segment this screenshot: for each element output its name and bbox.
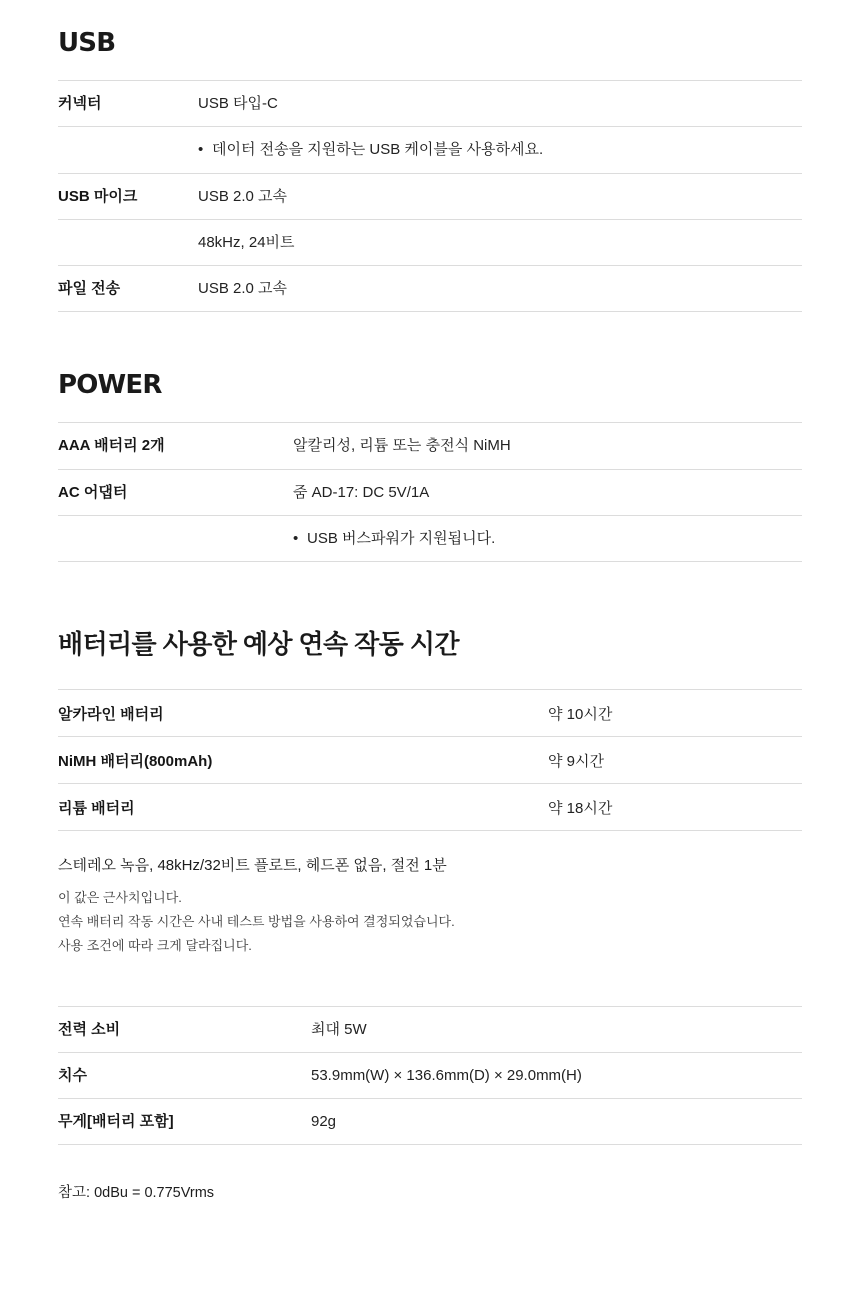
section-title-battery-runtime: 배터리를 사용한 예상 연속 작동 시간 [58,629,459,659]
table-row [58,219,802,265]
table-row [58,737,802,784]
section-title-power: POWER [58,370,162,401]
table-row [58,423,802,469]
row-value: 53.9mm(W) × 136.6mm(D) × 29.0mm(H) [311,1066,582,1084]
row-value: 최대 5W [311,1020,367,1038]
battery-runtime-table [58,689,802,831]
footnote-text: 참고: 0dBu = 0.775Vrms [58,1185,215,1202]
table-row [58,173,802,219]
power-spec-table [58,422,802,562]
row-value: USB 2.0 고속 [198,280,288,297]
row-label: 파일 전송 [58,280,121,297]
row-value: 줌 AD-17: DC 5V/1A [293,483,430,501]
row-value-text: 데이터 전송을 지원하는 USB 케이블을 사용하세요. [212,141,544,159]
runtime-note-2: 연속 배터리 작동 시간은 사내 테스트 방법을 사용하여 결정되었습니다. [58,913,455,929]
row-value-text: USB 버스파워가 지원됩니다. [307,529,496,547]
usb-spec-table [58,80,802,312]
section-title-usb: USB [58,28,116,58]
row-label: 무게[배터리 포함] [58,1113,174,1131]
table-row [58,266,802,312]
row-label: AAA 배터리 2개 [58,437,165,455]
row-value [198,127,802,173]
row-label: 알카라인 배터리 [58,706,164,723]
row-label: 전력 소비 [58,1020,121,1038]
row-value: 알칼리성, 리튬 또는 충전식 NiMH [293,437,511,455]
row-label [58,515,293,561]
runtime-note-1: 이 값은 근사치입니다. [58,889,182,905]
bullet-marker [198,140,212,160]
runtime-note-3: 사용 조건에 따라 크게 달라집니다. [58,937,252,953]
table-row [58,515,802,561]
row-value: 48kHz, 24비트 [198,233,295,251]
row-value [293,515,802,561]
table-row [58,690,802,737]
table-row [58,1006,802,1052]
table-row [58,1099,802,1145]
table-row [58,81,802,127]
row-label [58,219,198,265]
row-label: 치수 [58,1066,87,1084]
row-value: 약 9시간 [548,753,604,770]
physical-spec-table [58,1006,802,1146]
row-value: USB 2.0 고속 [198,187,288,205]
row-value: 약 10시간 [548,706,613,723]
runtime-condition-text: 스테레오 녹음, 48kHz/32비트 플로트, 헤드폰 없음, 절전 1분 [58,857,447,874]
row-label: 리튬 배터리 [58,800,135,817]
table-row [58,127,802,173]
row-label: NiMH 배터리(800mAh) [58,753,213,770]
row-label: 커넥터 [58,95,102,112]
table-row [58,1052,802,1098]
row-value: 92g [311,1113,337,1131]
row-label: USB 마이크 [58,187,138,205]
table-row [58,784,802,831]
row-label: AC 어댑터 [58,483,128,501]
row-value: USB 타입-C [198,95,278,112]
row-value: 약 18시간 [548,800,613,817]
row-label [58,127,198,173]
bullet-marker [293,529,307,549]
table-row [58,469,802,515]
